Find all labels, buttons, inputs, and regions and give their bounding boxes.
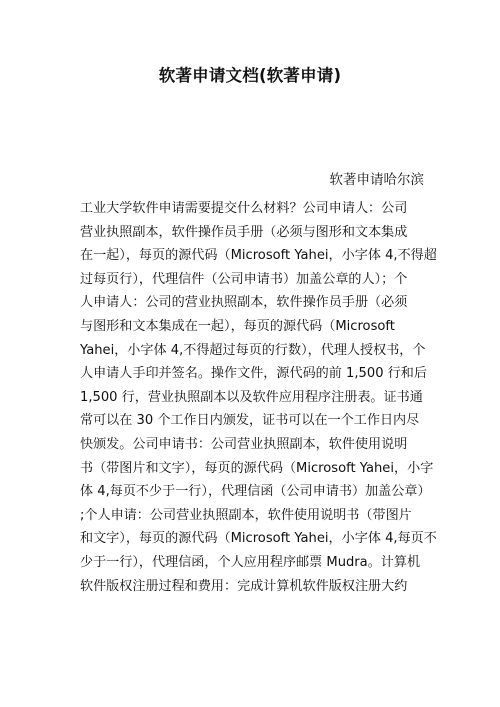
body-line: 1,500 行，营业执照副本以及软件应用程序注册表。证书通	[80, 389, 423, 405]
body-line: 在一起），每页的源代码（Microsoft Yahei，小字体 4,不得超	[80, 248, 437, 264]
body-line: Yahei，小字体 4,不得超过每页的行数），代理人授权书，个	[80, 342, 426, 358]
document-body	[80, 197, 440, 598]
body-line: 书（带图片和文字），每页的源代码（Microsoft Yahei，小字	[80, 460, 434, 476]
body-line: 过每页行），代理信件（公司申请书）加盖公章的人）；个	[80, 271, 408, 287]
body-line: 体 4,每页不少于一行），代理信函（公司申请书）加盖公章）	[80, 484, 431, 500]
body-line: 工业大学软件申请需要提交什么材料？公司申请人：公司	[80, 201, 408, 216]
body-line: 和文字），每页的源代码（Microsoft Yahei，小字体 4,每页不	[80, 531, 437, 547]
body-line: 人申请人：公司的营业执照副本，软件操作员手册（必须	[80, 295, 408, 311]
document-subtitle: 软著申请哈尔滨	[329, 172, 424, 188]
body-line: 少于一行），代理信函，个人应用程序邮票 Mudra。计算机	[80, 554, 421, 570]
body-line: 营业执照副本，软件操作员手册（必须与图形和文本集成	[80, 224, 408, 240]
body-line: ;个人申请：公司营业执照副本，软件使用说明书（带图片	[80, 507, 412, 523]
body-line: 软件版权注册过程和费用：完成计算机软件版权注册大约	[80, 578, 408, 594]
document-title: 软著申请文档(软著申请)	[158, 66, 342, 85]
body-line: 常可以在 30 个工作日内颁发，证书可以在一个工作日内尽	[80, 413, 420, 429]
body-line: 快颁发。公司申请书：公司营业执照副本，软件使用说明	[80, 436, 408, 452]
body-line: 人申请人手印并签名。操作文件，源代码的前 1,500 行和后	[80, 366, 427, 382]
body-line: 与图形和文本集成在一起），每页的源代码（Microsoft	[80, 318, 395, 334]
